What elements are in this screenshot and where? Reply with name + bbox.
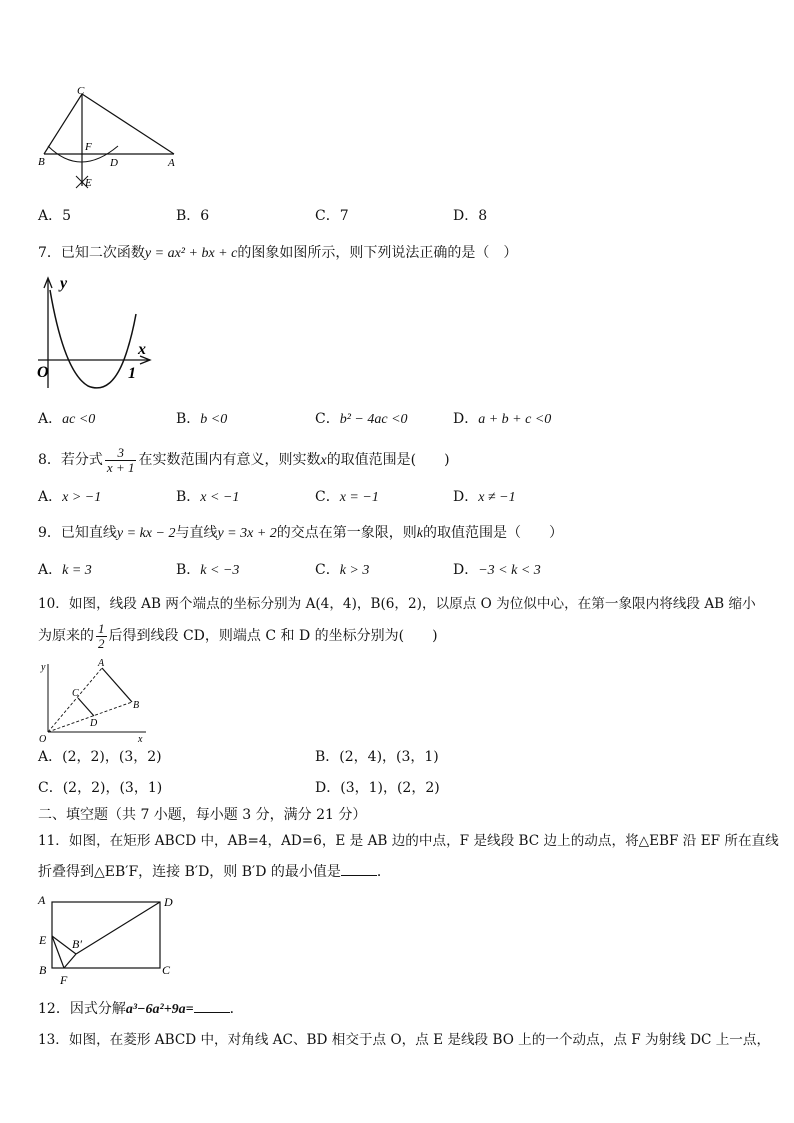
q8-option-d[interactable]: D．x ≠ −1: [453, 489, 516, 505]
q10-label-x: x: [138, 734, 143, 744]
q7-parabola-figure: [34, 274, 164, 394]
q8-fraction: $\frac{3}{x + 1}$: [106, 444, 135, 475]
q7-option-a[interactable]: A．ac <0: [38, 411, 96, 427]
q11-stem-line2: 折叠得到△EB′F，连接 B′D，则 B′D 的最小值是 ．: [38, 861, 391, 882]
q7-label-x: x: [138, 341, 146, 358]
section-heading: 二、填空题（共 7 小题，每小题 3 分，满分 21 分）: [38, 807, 367, 823]
q11-label-c: C: [162, 963, 171, 977]
q13-stem-line1: 13．如图，在菱形 ABCD 中，对角线 AC、BD 相交于点 O，点 E 是线段 BO 上的一个动点，点 F 为射线 DC 上一点，: [38, 1032, 771, 1048]
q6-label-c: C: [77, 86, 85, 97]
q10-stem-line1: 10．如图，线段 AB 两个端点的坐标分别为 A(4，4)，B(6，2)，以原点 O 为位似中心，在第一象限内将线段 AB 缩小: [38, 596, 756, 612]
q9-stem: 9．已知直线y = kx − 2与直线y = 3x + 2的交点在第一象限，则k的取值范围是（ ）: [38, 525, 564, 541]
q11-stem-line1: 11．如图，在矩形 ABCD 中，AB=4，AD=6，E 是 AB 边的中点，F 是线段 BC 边上的动点，将△EBF 沿 EF 所在直线: [38, 833, 779, 849]
q6-triangle-figure: [36, 86, 186, 192]
q9-option-b[interactable]: B．k < −3: [176, 562, 240, 578]
q10-label-d: D: [90, 718, 98, 729]
q6-label-e: E: [85, 177, 92, 189]
q6-option-a[interactable]: A．5: [38, 208, 72, 224]
q6-option-b[interactable]: B．6: [176, 208, 210, 224]
q10-coordinate-figure: [36, 656, 156, 744]
q11-label-b: B: [39, 963, 47, 977]
q7-label-y: y: [60, 275, 68, 292]
q12-answer-blank[interactable]: [194, 998, 230, 1013]
q7-label-o: O: [37, 364, 49, 381]
q6-label-b: B: [38, 156, 45, 168]
q11-label-d: D: [164, 895, 173, 909]
q11-rectangle-figure: [36, 892, 186, 988]
q10-option-a[interactable]: A．(2，2)，(3，2): [38, 749, 162, 765]
q10-fraction: $\frac{1}{2}$: [98, 620, 105, 651]
q7-option-b[interactable]: B．b <0: [176, 411, 228, 427]
q10-label-y: y: [41, 662, 46, 673]
q7-option-d[interactable]: D．a + b + c <0: [453, 411, 552, 427]
q10-stem-line2: 为原来的 $\frac{1}{2}$ 后得到线段 CD，则端点 C 和 D 的坐标分别为( ): [38, 620, 438, 651]
q9-option-c[interactable]: C．k > 3: [315, 562, 370, 578]
q11-label-f: F: [60, 973, 68, 987]
q8-stem: 8．若分式 $\frac{3}{x + 1}$ 在实数范围内有意义，则实数x的取值范围是( ): [38, 444, 450, 475]
q10-option-d[interactable]: D．(3，1)，(2，2): [315, 780, 440, 796]
q7-option-c[interactable]: C．b² − 4ac <0: [315, 411, 408, 427]
q7-stem: 7．已知二次函数y = ax² + bx + c的图象如图所示，则下列说法正确的是（ ）: [38, 245, 518, 261]
q6-label-f: F: [85, 141, 92, 153]
q12-stem: 12．因式分解a³−6a²+9a= ．: [38, 998, 244, 1020]
q10-label-c: C: [72, 688, 79, 699]
q10-option-b[interactable]: B．(2，4)，(3，1): [315, 749, 439, 765]
q9-option-a[interactable]: A．k = 3: [38, 562, 92, 578]
q6-option-d[interactable]: D．8: [453, 208, 488, 224]
q8-option-c[interactable]: C．x = −1: [315, 489, 379, 505]
q8-option-a[interactable]: A．x > −1: [38, 489, 102, 505]
q11-answer-blank[interactable]: [341, 861, 377, 876]
q10-label-b: B: [133, 700, 140, 711]
q10-label-a: A: [98, 658, 105, 669]
q11-label-a: A: [38, 893, 46, 907]
q7-label-1: 1: [128, 365, 136, 382]
q11-label-e: E: [39, 933, 47, 947]
q6-label-a: A: [168, 157, 175, 169]
q6-label-d: D: [110, 157, 118, 169]
q6-option-c[interactable]: C．7: [315, 208, 349, 224]
q10-option-c[interactable]: C．(2，2)，(3，1): [38, 780, 163, 796]
q8-option-b[interactable]: B．x < −1: [176, 489, 240, 505]
q10-label-o: O: [39, 734, 47, 744]
q11-label-bprime: B′: [72, 937, 82, 951]
q9-option-d[interactable]: D．−3 < k < 3: [453, 562, 541, 578]
